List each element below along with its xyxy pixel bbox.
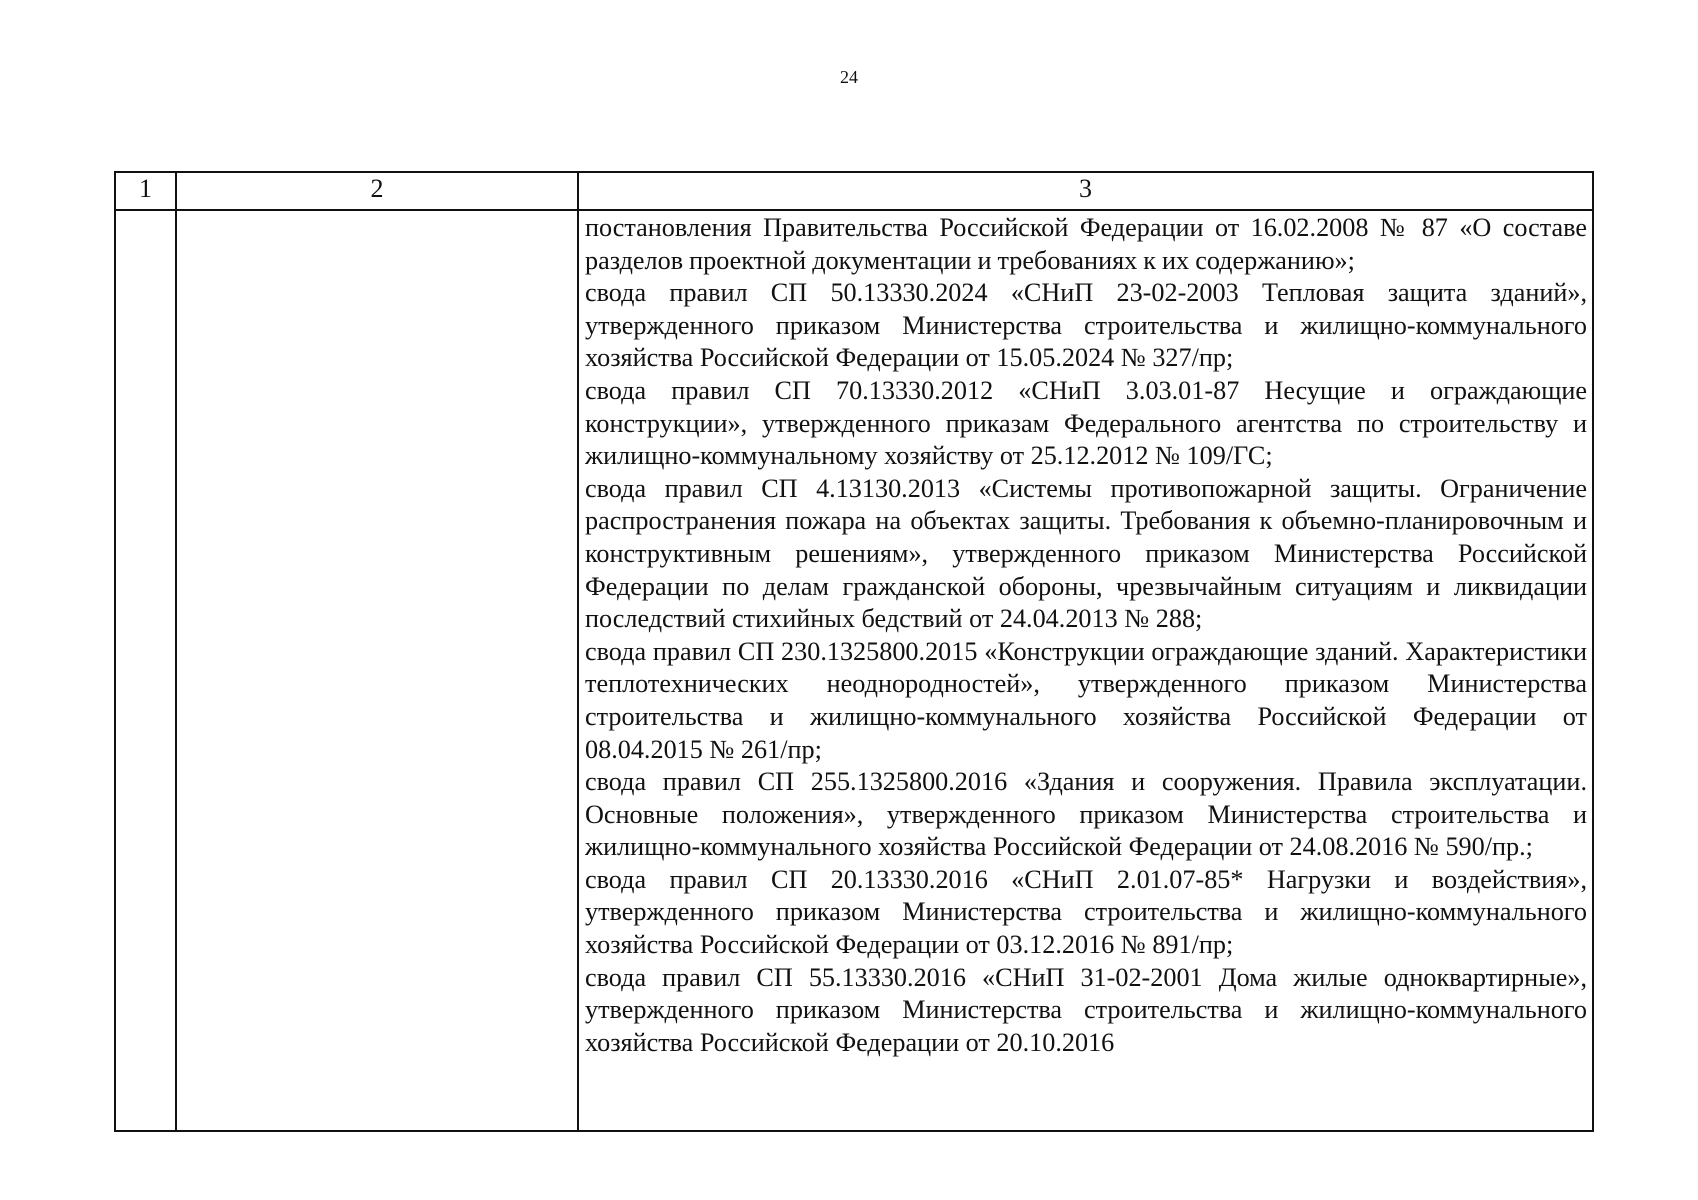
regulation-item: свода правил СП 255.1325800.2016 «Здания и сооружения. Правила эксплуатации. Основные положения», утвержденного приказом Министерства строительства и жилищно-коммунального хозяйства Российской Федерации от 24.08.2016 № 590/пр.; (585, 767, 1587, 862)
page-number: 24 (840, 67, 858, 87)
regulation-item: свода правил СП 55.13330.2016 «СНиП 31-02-2001 Дома жилые одноквартирные», утвержденного приказом Министерства строительства и жилищно-коммунального хозяйства Российской Федерации от 20.10.2016 (585, 962, 1587, 1057)
table-header-row (115, 172, 1593, 210)
regulation-item: свода правил СП 20.13330.2016 «СНиП 2.01.07-85* Нагрузки и воздействия», утвержденного приказом Министерства строительства и жилищно-коммунального хозяйства Российской Федерации от 03.12.2016 № 891/пр; (585, 864, 1587, 960)
cell-col-3 (578, 210, 1593, 1131)
regulations-table (114, 171, 1594, 1132)
header-cell-2: 2 (176, 172, 578, 210)
cell-col-2 (176, 210, 578, 1131)
table-row (115, 210, 1593, 1131)
regulation-item: свода правил СП 230.1325800.2015 «Конструкции ограждающие зданий. Характеристики теплотехнических неоднородностей», утвержденного приказом Министерства строительства и жилищно-коммунального хозяйства Российской Федерации от 08.04.2015 № 261/пр; (585, 636, 1587, 764)
regulation-item: свода правил СП 4.13130.2013 «Системы противопожарной защиты. Ограничение распространения пожара на объектах защиты. Требования к объемно-планировочным и конструктивным решениям», утвержденного приказом Министерства Российской Федерации по делам гражданской обороны, чрезвычайным ситуациям и ликвидации последствий стихийных бедствий от 24.04.2013 № 288; (585, 473, 1587, 634)
regulation-item: свода правил СП 50.13330.2024 «СНиП 23-02-2003 Тепловая защита зданий», утвержденного приказом Министерства строительства и жилищно-коммунального хозяйства Российской Федерации от 15.05.2024 № 327/пр; (585, 278, 1587, 373)
regulations-list (579, 211, 1592, 1059)
cell-col-1 (115, 210, 176, 1131)
header-cell-3: 3 (578, 172, 1593, 210)
header-cell-1: 1 (115, 172, 176, 210)
regulation-item: постановления Правительства Российской Федерации от 16.02.2008 № 87 «О составе разделов проектной документации и требованиях к их содержанию»; (585, 213, 1587, 275)
regulation-item: свода правил СП 70.13330.2012 «СНиП 3.03.01-87 Несущие и ограждающие конструкции», утвержденного приказам Федерального агентства по строительству и жилищно-коммунальному хозяйству от 25.12.2012 № 109/ГС; (585, 375, 1587, 471)
